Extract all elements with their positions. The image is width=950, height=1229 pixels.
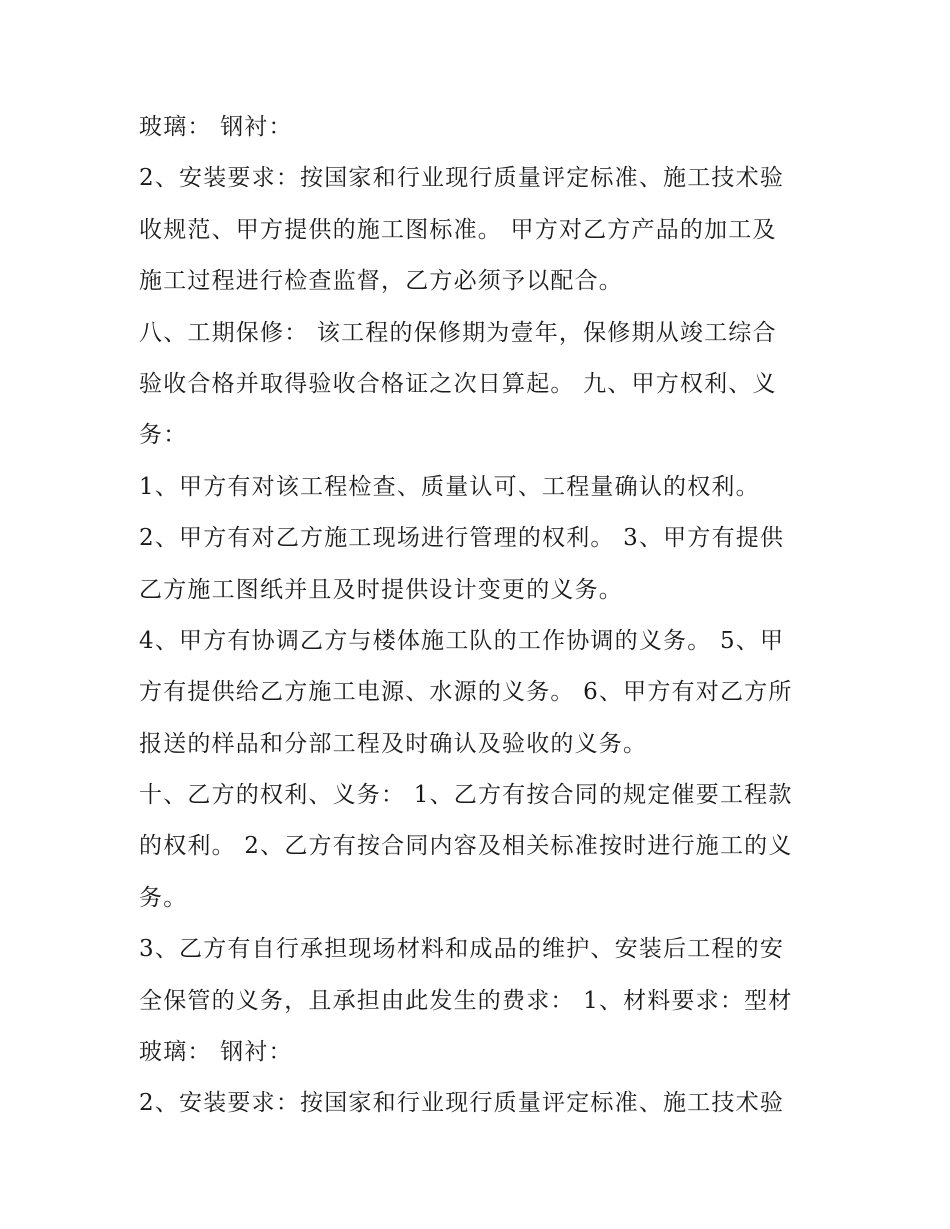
text-line: 玻璃： 钢衬： <box>139 1039 293 1066</box>
text-line: 验收合格并取得验收合格证之次日算起。 九、甲方权利、义 <box>139 370 777 397</box>
text-line: 十、乙方的权利、义务： 1、乙方有按合同的规定催要工程款 <box>139 782 793 809</box>
text-line: 的权利。 2、乙方有按合同内容及相关标准按时进行施工的义 <box>139 833 793 860</box>
text-line: 2、安装要求：按国家和行业现行质量评定标准、施工技术验 <box>139 1090 785 1117</box>
text-line: 报送的样品和分部工程及时确认及验收的义务。 <box>139 730 648 757</box>
text-line: 乙方施工图纸并且及时提供设计变更的义务。 <box>139 576 623 603</box>
text-line: 玻璃： 钢衬： <box>139 114 293 140</box>
text-line: 2、安装要求：按国家和行业现行质量评定标准、施工技术验 <box>139 165 785 192</box>
text-line: 施工过程进行检查监督，乙方必须予以配合。 <box>139 268 623 295</box>
text-line: 4、甲方有协调乙方与楼体施工队的工作协调的义务。 5、甲 <box>139 627 785 654</box>
document-body <box>139 102 819 1130</box>
text-line: 方有提供给乙方施工电源、水源的义务。 6、甲方有对乙方所 <box>139 679 793 706</box>
text-line: 务。 <box>139 884 188 911</box>
text-line: 2、甲方有对乙方施工现场进行管理的权利。 3、甲方有提供 <box>139 525 785 552</box>
text-line: 务： <box>139 422 188 449</box>
text-line: 1、甲方有对该工程检查、质量认可、工程量确认的权利。 <box>139 473 760 500</box>
text-line: 3、乙方有自行承担现场材料和成品的维护、安装后工程的安 <box>139 936 785 963</box>
text-line: 八、工期保修： 该工程的保修期为壹年，保修期从竣工综合 <box>139 319 777 346</box>
text-line: 收规范、甲方提供的施工图标准。 甲方对乙方产品的加工及 <box>139 216 777 243</box>
text-line: 全保管的义务，且承担由此发生的费求： 1、材料要求：型材 <box>139 987 793 1014</box>
